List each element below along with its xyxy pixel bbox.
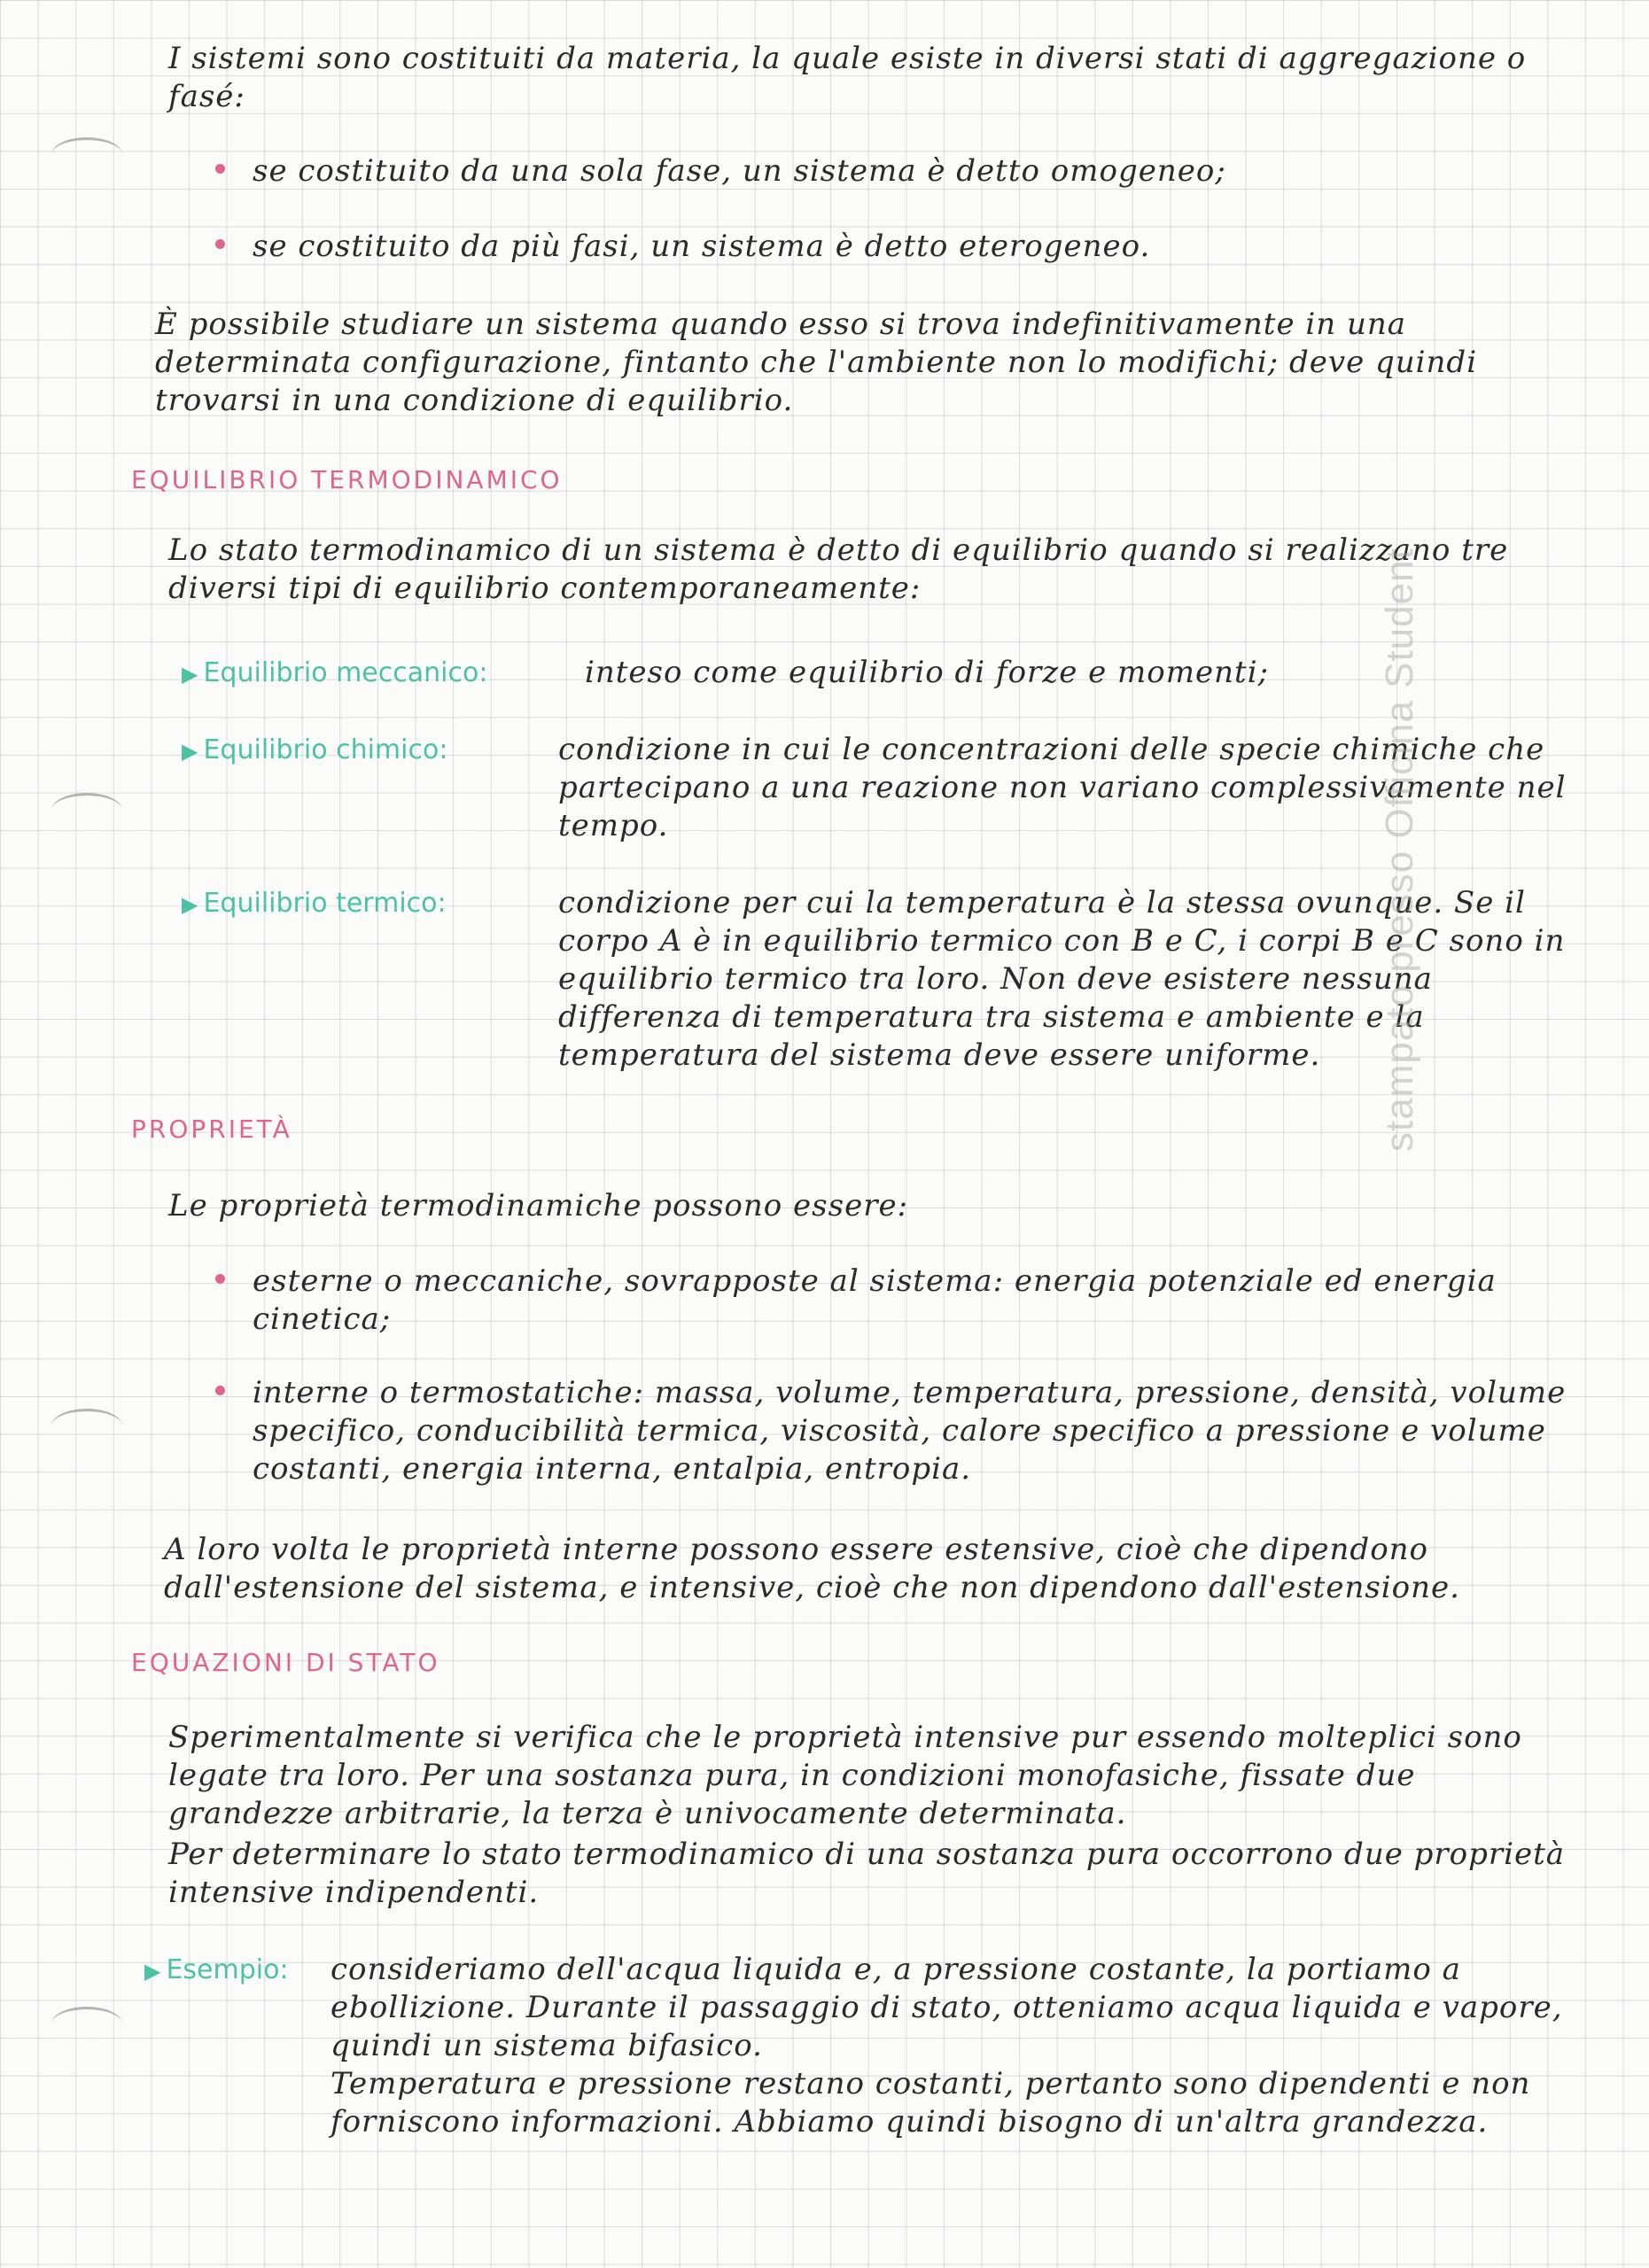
extensive-intensive-paragraph: A loro volta le proprietà interne possono essere estensive, cioè che dipendono dall'estensione del sistema, e intensive, cioè che non dipendono dall'estensione.	[164, 1532, 1460, 1605]
example-paragraph: consideriamo dell'acqua liquida e, a pressione costante, la portiamo a ebollizione. Durante il passaggio di stato, otteniamo acqua liquida e vapore, quindi un sistema bifasico.	[331, 1952, 1563, 2063]
example-paragraph: Temperatura e pressione restano costanti, pertanto sono dipendenti e non forniscono informazioni. Abbiamo quindi bisogno di un'altra grandezza.	[331, 2066, 1531, 2140]
list-item: se costituito da più fasi, un sistema è detto eterogeneo.	[208, 228, 1591, 266]
triangle-marker-icon: ▶	[144, 1959, 161, 1984]
example-label: Esempio:	[166, 1954, 289, 1985]
triangle-marker-icon: ▶	[182, 739, 198, 764]
binder-hole-mark	[51, 793, 122, 827]
equilibrium-description: condizione in cui le concentrazioni delle specie chimiche che partecipano a una reazione non variano complessivamente nel tempo.	[558, 732, 1567, 843]
bullet-dot-icon	[215, 1386, 225, 1395]
list-item: esterne o meccaniche, sovrapposte al sistema: energia potenziale ed energia cinetica;	[208, 1262, 1591, 1339]
watermark: stampato presso Officina Student	[1378, 548, 1421, 1152]
list-item: se costituito da una sola fase, un sistema è detto omogeneo;	[208, 152, 1591, 190]
equilibrium-label: Equilibrio meccanico:	[203, 657, 488, 688]
equilibrium-label: Equilibrio chimico:	[203, 734, 448, 765]
binder-hole-mark	[51, 137, 122, 172]
properties-intro-paragraph: Le proprietà termodinamiche possono essere:	[168, 1188, 909, 1223]
example-block	[331, 1951, 1598, 2141]
state-determination-paragraph: Per determinare lo stato termodinamico di una sostanza pura occorrono due proprietà intensive indipendenti.	[168, 1837, 1566, 1910]
section-heading-equilibrio: EQUILIBRIO TERMODINAMICO	[131, 465, 563, 494]
triangle-marker-icon: ▶	[182, 662, 198, 687]
section-heading-proprieta: PROPRIETÀ	[131, 1115, 292, 1144]
triangle-marker-icon: ▶	[182, 892, 198, 917]
property-list	[208, 1262, 1591, 1488]
equilibrium-label: Equilibrio termico:	[203, 888, 447, 919]
equilibrium-intro-paragraph: È possibile studiare un sistema quando esso si trova indefinitivamente in una determinata configurazione, fintanto che l'ambiente non lo modifichi; deve quindi trovarsi in una condizione di equilibrio.	[155, 307, 1478, 418]
equilibrium-description: condizione per cui la temperatura è la stessa ovunque. Se il corpo A è in equilibrio termico con B e C, i corpi B e C sono in equilibrio termico tra loro. Non deve esistere nessuna differenza di temperatura tra sistema e ambiente e la temperatura del sistema deve essere uniforme.	[558, 885, 1566, 1073]
bullet-dot-icon	[215, 164, 225, 174]
binder-hole-mark	[51, 1409, 122, 1443]
binder-hole-mark	[51, 2007, 122, 2041]
section-heading-equazioni: EQUAZIONI DI STATO	[131, 1648, 440, 1677]
intro-paragraph: I sistemi sono costituiti da materia, la quale esiste in diversi stati di aggregazione o fasé:	[168, 41, 1527, 114]
phase-list	[208, 152, 1591, 266]
state-equations-paragraph: Sperimentalmente si verifica che le proprietà intensive pur essendo molteplici sono legate tra loro. Per una sostanza pura, in condizioni monofasiche, fissate due grandezze arbitrarie, la terza è univocamente determinata.	[168, 1720, 1522, 1831]
equilibrium-description: inteso come equilibrio di forze e momenti;	[585, 655, 1270, 690]
bullet-dot-icon	[215, 239, 225, 249]
list-item: interne o termostatiche: massa, volume, temperatura, pressione, densità, volume specifico, conducibilità termica, viscosità, calore specifico a pressione e volume costanti, energia interna, entalpia, entropia.	[208, 1374, 1591, 1488]
bullet-dot-icon	[215, 1274, 225, 1284]
equilibrium-definition-paragraph: Lo stato termodinamico di un sistema è detto di equilibrio quando si realizzano tre diversi tipi di equilibrio contemporaneamente:	[168, 532, 1509, 606]
